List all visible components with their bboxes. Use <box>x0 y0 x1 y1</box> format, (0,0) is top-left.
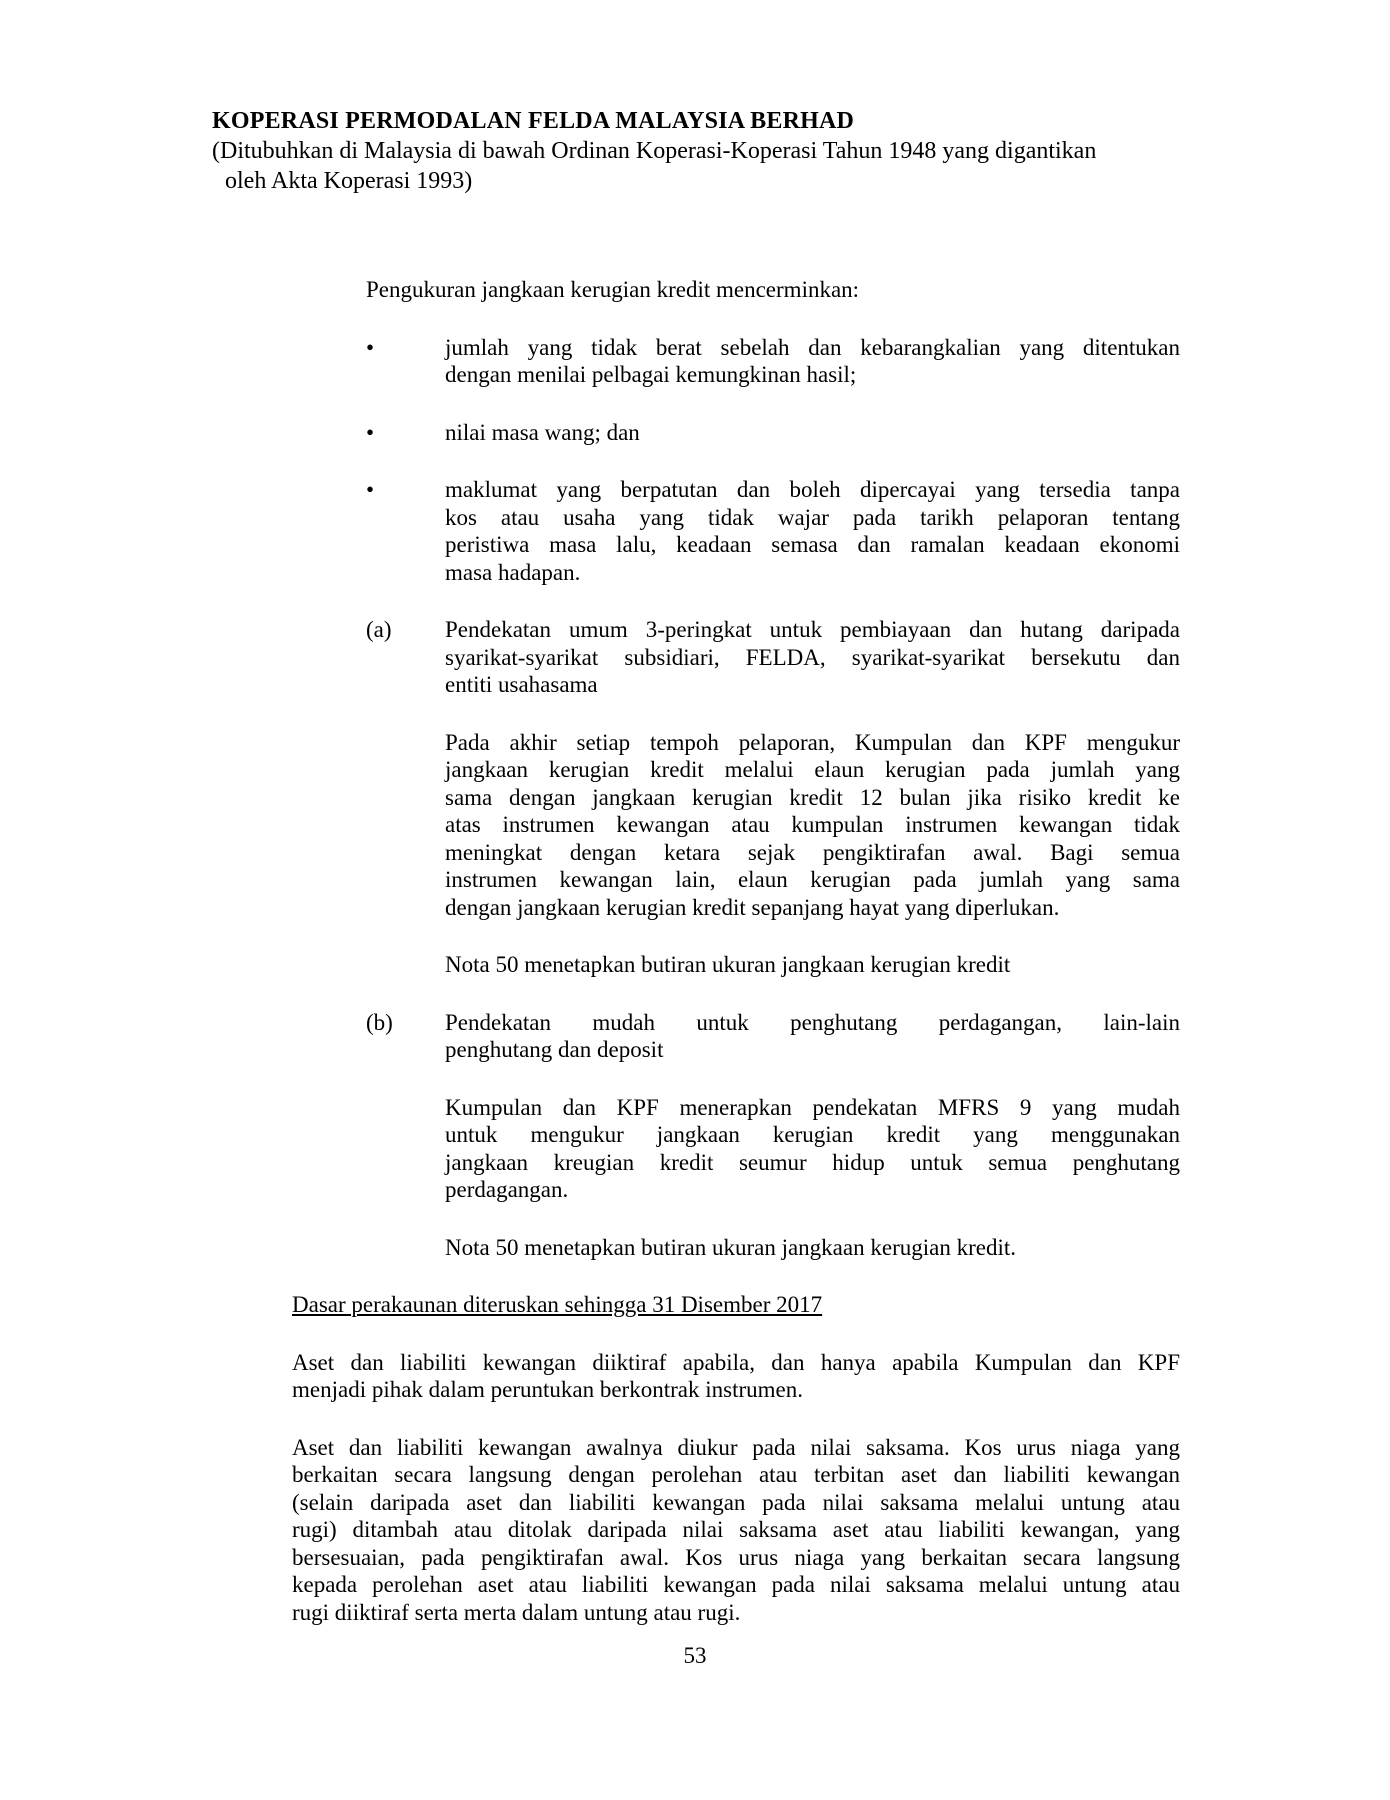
paragraph-a-detail: Pada akhir setiap tempoh pelaporan, Kumpulan dan KPF mengukur jangkaan kerugian kredit melalui elaun kerugian pada jumlah yang sama dengan jangkaan kerugian kredit 12 bulan jika risiko kredit ke atas instrumen kewangan atau kumpulan instrumen kewangan tidak meningkat dengan ketara sejak pengiktirafan awal. Bagi semua instrumen kewangan lain, elaun kerugian pada jumlah yang sama dengan jangkaan kerugian kredit sepanjang hayat yang diperlukan. <box>445 729 1180 920</box>
bullet-icon: • <box>366 477 375 502</box>
bullet-item <box>366 419 1180 447</box>
list-item-a-marker: (a) <box>366 617 392 642</box>
document-body <box>292 276 1180 1626</box>
bullet-icon: • <box>366 334 375 360</box>
intro-paragraph: Pengukuran jangkaan kerugian kredit mencerminkan: <box>366 277 860 302</box>
body-paragraph-1: Aset dan liabiliti kewangan diiktiraf apabila, dan hanya apabila Kumpulan dan KPF menjadi pihak dalam peruntukan berkontrak instrumen. <box>292 1349 1180 1402</box>
registration-note-line2: oleh Akta Koperasi 1993) <box>225 168 473 194</box>
section-heading: Dasar perakaunan diteruskan sehingga 31 Disember 2017 <box>292 1292 823 1317</box>
registration-note-line1: (Ditubuhkan di Malaysia di bawah Ordinan Koperasi-Koperasi Tahun 1948 yang digantikan <box>212 138 1097 164</box>
company-name: KOPERASI PERMODALAN FELDA MALAYSIA BERHAD <box>212 108 855 134</box>
company-header <box>212 0 1230 196</box>
bullet-item-text: maklumat yang berpatutan dan boleh dipercayai yang tersedia tanpa kos atau usaha yang tidak wajar pada tarikh pelaporan tentang peristiwa masa lalu, keadaan semasa dan ramalan keadaan ekonomi masa hadapan. <box>445 477 1180 585</box>
list-item-b <box>366 1009 1180 1064</box>
list-item-a <box>366 616 1180 699</box>
list-item-a-text: Pendekatan umum 3-peringkat untuk pembiayaan dan hutang daripada syarikat-syarikat subsidiari, FELDA, syarikat-syarikat bersekutu dan entiti usahasama <box>445 617 1180 697</box>
nota-50-reference-a: Nota 50 menetapkan butiran ukuran jangkaan kerugian kredit <box>445 952 1011 977</box>
nota-50-reference-b: Nota 50 menetapkan butiran ukuran jangkaan kerugian kredit. <box>445 1234 1016 1260</box>
paragraph-b-detail: Kumpulan dan KPF menerapkan pendekatan MFRS 9 yang mudah untuk mengukur jangkaan kerugian kredit yang menggunakan jangkaan kreugian kredit seumur hidup untuk semua penghutang perdagangan. <box>445 1094 1180 1202</box>
bullet-item-text: nilai masa wang; dan <box>445 419 640 445</box>
bullet-item <box>366 476 1180 586</box>
list-item-b-marker: (b) <box>366 1009 393 1035</box>
body-paragraph-2: Aset dan liabiliti kewangan awalnya diukur pada nilai saksama. Kos urus niaga yang berkaitan secara langsung dengan perolehan atau terbitan aset dan liabiliti kewangan (selain daripada aset dan liabiliti kewangan pada nilai saksama melalui untung atau rugi) ditambah atau ditolak daripada nilai saksama aset atau liabiliti kewangan, yang bersesuaian, pada pengiktirafan awal. Kos urus niaga yang berkaitan secara langsung kepada perolehan aset atau liabiliti kewangan pada nilai saksama melalui untung atau rugi diiktiraf serta merta dalam untung atau rugi. <box>292 1434 1180 1625</box>
page-number: 53 <box>683 1643 707 1668</box>
bullet-icon: • <box>366 419 375 445</box>
bullet-item <box>366 334 1180 389</box>
list-item-b-text: Pendekatan mudah untuk penghutang perdagangan, lain-lain penghutang dan deposit <box>445 1009 1180 1062</box>
bullet-item-text: jumlah yang tidak berat sebelah dan kebarangkalian yang ditentukan dengan menilai pelbagai kemungkinan hasil; <box>445 334 1180 387</box>
